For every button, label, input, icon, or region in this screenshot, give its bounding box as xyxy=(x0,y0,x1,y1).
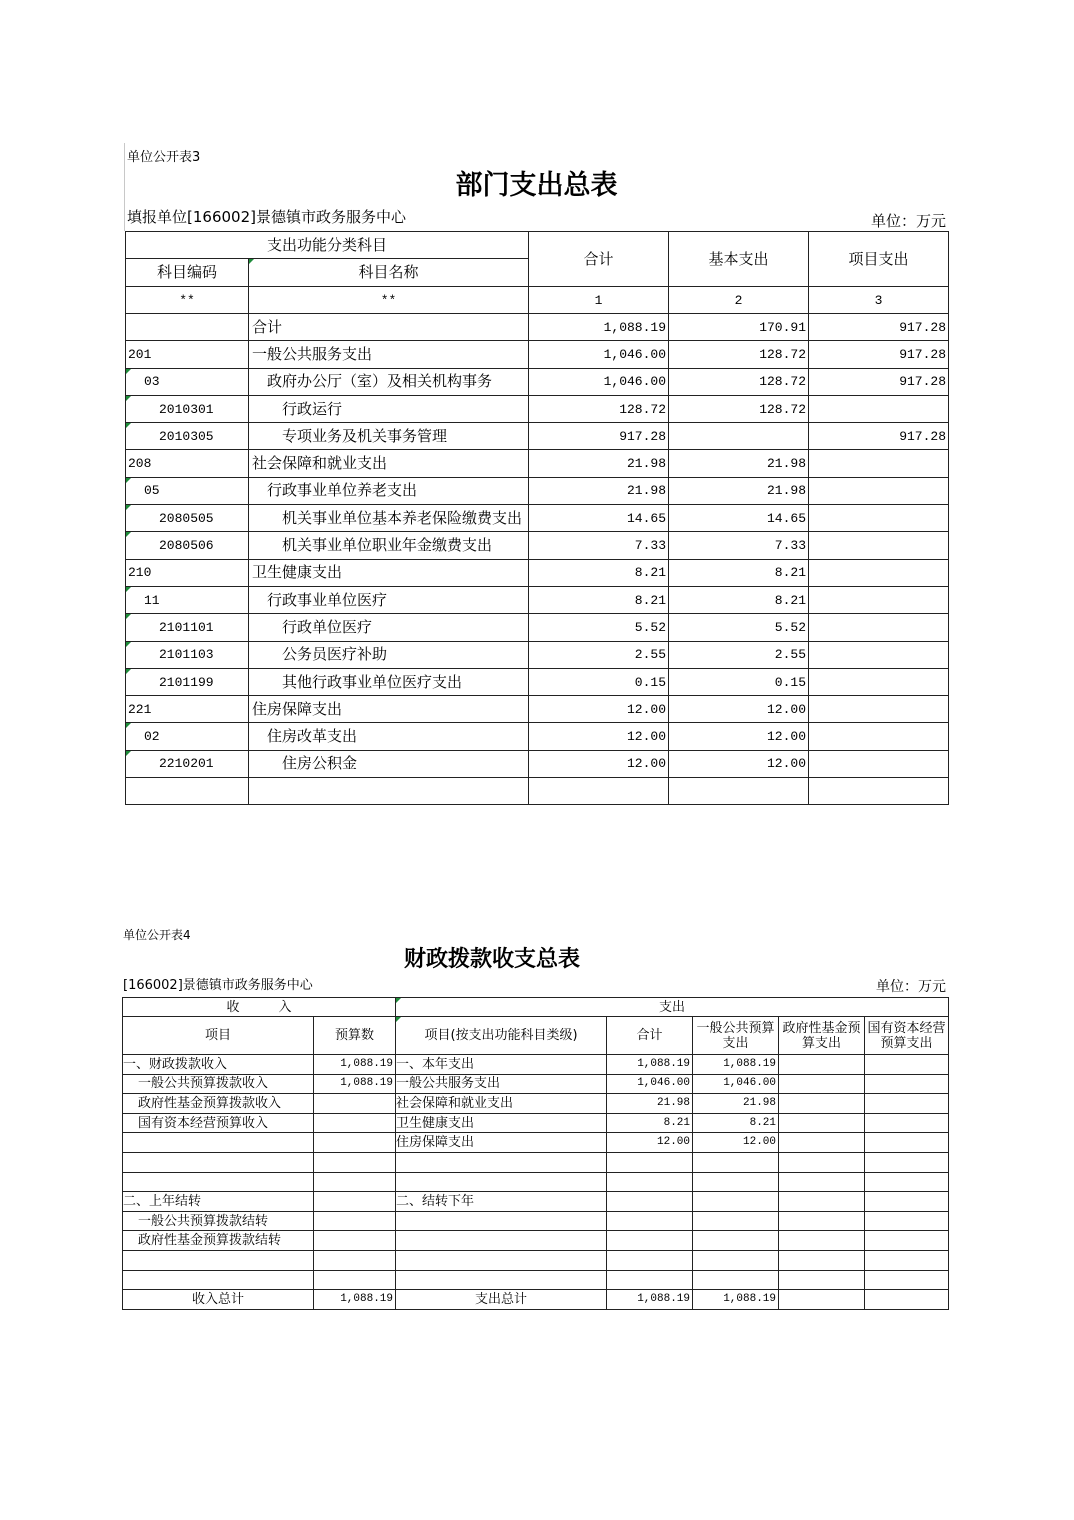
budget-amount-cell xyxy=(314,1152,396,1172)
expense-item-cell xyxy=(396,1172,607,1192)
subject-name-cell: 政府办公厅（室）及相关机构事务 xyxy=(249,368,529,395)
budget-amount-cell xyxy=(314,1094,396,1114)
government-fund-cell xyxy=(779,1192,865,1212)
state-capital-cell xyxy=(865,1192,949,1212)
subject-code-cell xyxy=(126,314,249,341)
header-row xyxy=(123,1017,949,1055)
project-expenditure-cell xyxy=(809,778,949,805)
government-fund-cell xyxy=(779,1172,865,1192)
subject-code-cell: 210 xyxy=(126,559,249,586)
total-cell: 0.15 xyxy=(529,668,669,695)
subject-name-cell: 住房保障支出 xyxy=(249,696,529,723)
expense-item-cell xyxy=(396,1250,607,1270)
unit-label: 单位：万元 xyxy=(870,212,946,230)
government-fund-cell xyxy=(779,1231,865,1251)
total-cell: 21.98 xyxy=(529,450,669,477)
project-expenditure-cell xyxy=(809,614,949,641)
fiscal-appropriation-table xyxy=(122,997,949,1310)
table-row xyxy=(126,423,949,450)
state-capital-cell xyxy=(865,1133,949,1153)
subject-name-cell: 其他行政事业单位医疗支出 xyxy=(249,668,529,695)
table-row xyxy=(126,341,949,368)
general-budget-cell xyxy=(693,1211,779,1231)
total-cell: 1,088.19 xyxy=(529,314,669,341)
project-expenditure-cell: 917.28 xyxy=(809,368,949,395)
basic-expenditure-cell: 8.21 xyxy=(669,559,809,586)
header-subject-name: 科目名称 xyxy=(249,259,529,287)
government-fund-cell xyxy=(779,1094,865,1114)
header-row xyxy=(126,232,949,259)
table-row xyxy=(123,1055,949,1075)
government-fund-cell xyxy=(779,1133,865,1153)
table-row xyxy=(123,1270,949,1290)
totals-row xyxy=(123,1290,949,1310)
total-cell: 917.28 xyxy=(529,423,669,450)
expense-item-cell xyxy=(396,1152,607,1172)
table-row xyxy=(126,395,949,422)
table-row xyxy=(123,1250,949,1270)
total-cell xyxy=(529,778,669,805)
income-total-amount: 1,088.19 xyxy=(314,1290,396,1310)
subject-code-cell xyxy=(126,778,249,805)
expense-total-cell: 12.00 xyxy=(607,1133,693,1153)
government-fund-cell xyxy=(779,1152,865,1172)
state-capital-cell xyxy=(865,1074,949,1094)
income-item-cell: 国有资本经营预算收入 xyxy=(123,1113,314,1133)
reporting-unit: 填报单位[166002]景德镇市政务服务中心 xyxy=(127,208,406,226)
project-expenditure-cell: 917.28 xyxy=(809,341,949,368)
index-cell: 1 xyxy=(529,287,669,314)
income-item-cell xyxy=(123,1172,314,1192)
government-fund-cell xyxy=(779,1250,865,1270)
state-capital-cell xyxy=(865,1094,949,1114)
table-row xyxy=(126,586,949,613)
subject-code-cell: 11 xyxy=(126,586,249,613)
basic-expenditure-cell xyxy=(669,778,809,805)
general-budget-cell xyxy=(693,1152,779,1172)
basic-expenditure-cell: 14.65 xyxy=(669,505,809,532)
state-capital-cell xyxy=(865,1250,949,1270)
header-total: 合计 xyxy=(529,232,669,287)
project-expenditure-cell xyxy=(809,641,949,668)
expense-item-cell: 卫生健康支出 xyxy=(396,1113,607,1133)
income-item-cell: 一般公共预算拨款收入 xyxy=(123,1074,314,1094)
total-cell: 12.00 xyxy=(529,696,669,723)
expense-item-cell: 一般公共服务支出 xyxy=(396,1074,607,1094)
project-expenditure-cell xyxy=(809,559,949,586)
government-fund-cell xyxy=(779,1270,865,1290)
budget-amount-cell xyxy=(314,1113,396,1133)
basic-expenditure-cell: 12.00 xyxy=(669,696,809,723)
expense-total-cell xyxy=(607,1231,693,1251)
header-subject-code: 科目编码 xyxy=(126,259,249,287)
expense-total-state xyxy=(865,1290,949,1310)
basic-expenditure-cell: 21.98 xyxy=(669,477,809,504)
subject-name-cell xyxy=(249,778,529,805)
expense-total-cell xyxy=(607,1172,693,1192)
header-expense-item: 项目(按支出功能科目类级) xyxy=(396,1017,607,1055)
government-fund-cell xyxy=(779,1113,865,1133)
income-item-cell: 政府性基金预算拨款收入 xyxy=(123,1094,314,1114)
basic-expenditure-cell: 5.52 xyxy=(669,614,809,641)
general-budget-cell: 1,088.19 xyxy=(693,1055,779,1075)
government-fund-cell xyxy=(779,1211,865,1231)
general-budget-cell xyxy=(693,1231,779,1251)
government-fund-cell xyxy=(779,1055,865,1075)
subject-code-cell: 2010301 xyxy=(126,395,249,422)
expense-total-label: 支出总计 xyxy=(396,1290,607,1310)
subject-code-cell: 2101103 xyxy=(126,641,249,668)
table-row xyxy=(126,559,949,586)
header-income-item: 项目 xyxy=(123,1017,314,1055)
state-capital-cell xyxy=(865,1270,949,1290)
index-cell: 2 xyxy=(669,287,809,314)
general-budget-cell xyxy=(693,1172,779,1192)
basic-expenditure-cell: 12.00 xyxy=(669,723,809,750)
state-capital-cell xyxy=(865,1152,949,1172)
project-expenditure-cell xyxy=(809,450,949,477)
budget-amount-cell xyxy=(314,1250,396,1270)
project-expenditure-cell xyxy=(809,477,949,504)
expense-item-cell xyxy=(396,1270,607,1290)
basic-expenditure-cell: 2.55 xyxy=(669,641,809,668)
income-item-cell: 二、上年结转 xyxy=(123,1192,314,1212)
project-expenditure-cell xyxy=(809,750,949,777)
expense-item-cell: 住房保障支出 xyxy=(396,1133,607,1153)
project-expenditure-cell xyxy=(809,696,949,723)
expense-total-cell: 21.98 xyxy=(607,1094,693,1114)
table-label: 单位公开表3 xyxy=(127,150,201,165)
expense-item-cell: 一、本年支出 xyxy=(396,1055,607,1075)
expense-total-amount: 1,088.19 xyxy=(607,1290,693,1310)
income-total-label: 收入总计 xyxy=(123,1290,314,1310)
project-expenditure-cell: 917.28 xyxy=(809,314,949,341)
total-cell: 8.21 xyxy=(529,586,669,613)
header-function-classification: 支出功能分类科目 xyxy=(126,232,529,259)
table-row xyxy=(126,314,949,341)
project-expenditure-cell xyxy=(809,668,949,695)
project-expenditure-cell: 917.28 xyxy=(809,423,949,450)
subject-code-cell: 2101101 xyxy=(126,614,249,641)
table-label: 单位公开表4 xyxy=(123,928,191,942)
expense-total-cell: 8.21 xyxy=(607,1113,693,1133)
budget-amount-cell xyxy=(314,1192,396,1212)
general-budget-cell xyxy=(693,1250,779,1270)
project-expenditure-cell xyxy=(809,395,949,422)
subject-name-cell: 卫生健康支出 xyxy=(249,559,529,586)
header-general-budget: 一般公共预算支出 xyxy=(693,1017,779,1055)
index-row xyxy=(126,287,949,314)
total-cell: 128.72 xyxy=(529,395,669,422)
budget-amount-cell xyxy=(314,1211,396,1231)
total-cell: 5.52 xyxy=(529,614,669,641)
expense-total-cell xyxy=(607,1270,693,1290)
table-row xyxy=(126,477,949,504)
table-row xyxy=(126,368,949,395)
unit-label: 单位：万元 xyxy=(876,979,946,995)
expense-item-cell xyxy=(396,1211,607,1231)
subject-name-cell: 合计 xyxy=(249,314,529,341)
header-project-expenditure: 项目支出 xyxy=(809,232,949,287)
table-row xyxy=(123,1152,949,1172)
subject-name-cell: 行政运行 xyxy=(249,395,529,422)
state-capital-cell xyxy=(865,1113,949,1133)
subject-name-cell: 住房改革支出 xyxy=(249,723,529,750)
income-item-cell xyxy=(123,1250,314,1270)
header-expense-group: 支出 xyxy=(396,998,949,1017)
document-title: 部门支出总表 xyxy=(455,170,618,201)
index-cell: ** xyxy=(126,287,249,314)
income-item-cell xyxy=(123,1133,314,1153)
subject-name-cell: 住房公积金 xyxy=(249,750,529,777)
table-row xyxy=(126,641,949,668)
state-capital-cell xyxy=(865,1231,949,1251)
income-item-cell: 政府性基金预算拨款结转 xyxy=(123,1231,314,1251)
basic-expenditure-cell: 8.21 xyxy=(669,586,809,613)
subject-name-cell: 机关事业单位职业年金缴费支出 xyxy=(249,532,529,559)
basic-expenditure-cell: 128.72 xyxy=(669,341,809,368)
table-row xyxy=(126,505,949,532)
income-item-cell: 一般公共预算拨款结转 xyxy=(123,1211,314,1231)
department-expenditure-table xyxy=(125,231,949,805)
total-cell: 1,046.00 xyxy=(529,368,669,395)
state-capital-cell xyxy=(865,1055,949,1075)
income-item-cell: 一、财政拨款收入 xyxy=(123,1055,314,1075)
table-row xyxy=(126,723,949,750)
budget-amount-cell xyxy=(314,1172,396,1192)
subject-name-cell: 社会保障和就业支出 xyxy=(249,450,529,477)
table-row xyxy=(126,532,949,559)
header-income-group: 收 入 xyxy=(123,998,396,1017)
header-basic-expenditure: 基本支出 xyxy=(669,232,809,287)
general-budget-cell: 21.98 xyxy=(693,1094,779,1114)
subject-code-cell: 05 xyxy=(126,477,249,504)
table-row xyxy=(126,450,949,477)
state-capital-cell xyxy=(865,1211,949,1231)
table-row xyxy=(123,1211,949,1231)
table-row xyxy=(126,614,949,641)
government-fund-cell xyxy=(779,1074,865,1094)
expense-total-cell xyxy=(607,1192,693,1212)
project-expenditure-cell xyxy=(809,505,949,532)
budget-amount-cell xyxy=(314,1231,396,1251)
subject-code-cell: 2080506 xyxy=(126,532,249,559)
expense-total-cell xyxy=(607,1250,693,1270)
total-cell: 12.00 xyxy=(529,750,669,777)
general-budget-cell: 8.21 xyxy=(693,1113,779,1133)
basic-expenditure-cell: 21.98 xyxy=(669,450,809,477)
subject-code-cell: 201 xyxy=(126,341,249,368)
expense-item-cell: 二、结转下年 xyxy=(396,1192,607,1212)
expense-total-cell: 1,046.00 xyxy=(607,1074,693,1094)
expense-total-fund xyxy=(779,1290,865,1310)
state-capital-cell xyxy=(865,1172,949,1192)
table-row xyxy=(123,1172,949,1192)
expense-total-cell xyxy=(607,1211,693,1231)
basic-expenditure-cell: 0.15 xyxy=(669,668,809,695)
general-budget-cell: 1,046.00 xyxy=(693,1074,779,1094)
basic-expenditure-cell: 7.33 xyxy=(669,532,809,559)
table-row xyxy=(123,1192,949,1212)
expense-total-cell: 1,088.19 xyxy=(607,1055,693,1075)
table-row xyxy=(123,1094,949,1114)
general-budget-cell: 12.00 xyxy=(693,1133,779,1153)
subject-code-cell: 2080505 xyxy=(126,505,249,532)
header-state-capital: 国有资本经营预算支出 xyxy=(865,1017,949,1055)
total-cell: 12.00 xyxy=(529,723,669,750)
header-total: 合计 xyxy=(607,1017,693,1055)
table-row xyxy=(126,668,949,695)
table-row xyxy=(123,1074,949,1094)
total-cell: 8.21 xyxy=(529,559,669,586)
subject-name-cell: 一般公共服务支出 xyxy=(249,341,529,368)
basic-expenditure-cell: 128.72 xyxy=(669,395,809,422)
expense-item-cell: 社会保障和就业支出 xyxy=(396,1094,607,1114)
table-row xyxy=(126,778,949,805)
basic-expenditure-cell: 170.91 xyxy=(669,314,809,341)
expense-item-cell xyxy=(396,1231,607,1251)
table-row xyxy=(123,1231,949,1251)
table-row xyxy=(123,1133,949,1153)
index-cell: 3 xyxy=(809,287,949,314)
basic-expenditure-cell: 12.00 xyxy=(669,750,809,777)
header-row xyxy=(123,998,949,1017)
general-budget-cell xyxy=(693,1270,779,1290)
budget-amount-cell: 1,088.19 xyxy=(314,1074,396,1094)
table-row xyxy=(123,1113,949,1133)
total-cell: 2.55 xyxy=(529,641,669,668)
total-cell: 21.98 xyxy=(529,477,669,504)
project-expenditure-cell xyxy=(809,532,949,559)
project-expenditure-cell xyxy=(809,586,949,613)
basic-expenditure-cell: 128.72 xyxy=(669,368,809,395)
project-expenditure-cell xyxy=(809,723,949,750)
table-row xyxy=(126,750,949,777)
expense-total-cell xyxy=(607,1152,693,1172)
general-budget-cell xyxy=(693,1192,779,1212)
document-title: 财政拨款收支总表 xyxy=(403,946,580,972)
subject-name-cell: 行政事业单位养老支出 xyxy=(249,477,529,504)
subject-code-cell: 208 xyxy=(126,450,249,477)
subject-name-cell: 专项业务及机关事务管理 xyxy=(249,423,529,450)
income-item-cell xyxy=(123,1270,314,1290)
subject-code-cell: 221 xyxy=(126,696,249,723)
subject-code-cell: 2010305 xyxy=(126,423,249,450)
budget-amount-cell xyxy=(314,1270,396,1290)
expense-total-general: 1,088.19 xyxy=(693,1290,779,1310)
table-row xyxy=(126,696,949,723)
header-budget-amount: 预算数 xyxy=(314,1017,396,1055)
budget-amount-cell: 1,088.19 xyxy=(314,1055,396,1075)
header-government-fund: 政府性基金预算支出 xyxy=(779,1017,865,1055)
subject-code-cell: 03 xyxy=(126,368,249,395)
basic-expenditure-cell xyxy=(669,423,809,450)
subject-name-cell: 行政单位医疗 xyxy=(249,614,529,641)
income-item-cell xyxy=(123,1152,314,1172)
total-cell: 1,046.00 xyxy=(529,341,669,368)
total-cell: 14.65 xyxy=(529,505,669,532)
subject-name-cell: 机关事业单位基本养老保险缴费支出 xyxy=(249,505,529,532)
index-cell: ** xyxy=(249,287,529,314)
subject-code-cell: 2210201 xyxy=(126,750,249,777)
subject-name-cell: 行政事业单位医疗 xyxy=(249,586,529,613)
subject-name-cell: 公务员医疗补助 xyxy=(249,641,529,668)
subject-code-cell: 02 xyxy=(126,723,249,750)
subject-code-cell: 2101199 xyxy=(126,668,249,695)
total-cell: 7.33 xyxy=(529,532,669,559)
reporting-unit: [166002]景德镇市政务服务中心 xyxy=(123,978,313,993)
budget-amount-cell xyxy=(314,1133,396,1153)
